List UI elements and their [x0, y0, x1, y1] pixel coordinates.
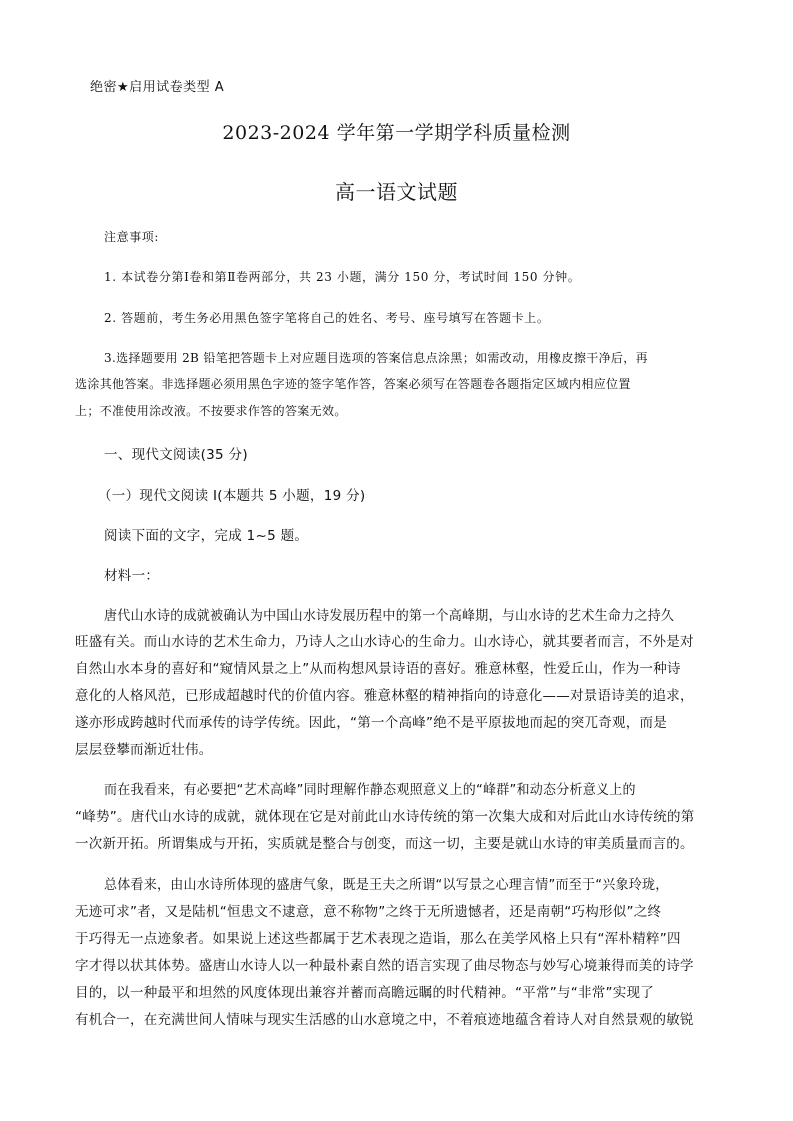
para1-line-5: 遂亦形成跨越时代而承传的诗学传统。因此，“第一个高峰”绝不是平原拔地而起的突兀奇观，而是 [75, 715, 667, 731]
para3-line-4: 字才得以状其体势。盛唐山水诗人以一种最朴素自然的语言实现了曲尽物态与妙写心境兼得而美的诗学 [75, 958, 694, 974]
notice-item-3-line-2: 选涂其他答案。非选择题必须用黑色字迹的签字笔作答，答案必须写在答题卷各题指定区域内相应位置 [75, 377, 631, 391]
para3-line-2: 无迹可求”者，又是陆机“恒患文不逮意，意不称物”之终于无所遗憾者，还是南朝“巧构形似”之终 [75, 904, 662, 920]
para3-line-3: 于巧得无一点迹象者。如果说上述这些都属于艺术表现之造诣，那么在美学风格上只有“浑朴精粹”四 [75, 931, 681, 947]
para2-line-1: 而在我看来，有必要把“艺术高峰”同时理解作静态观照意义上的“峰群”和动态分析意义上的 [104, 782, 636, 798]
para1-line-4: 意化的人格风范，已形成超越时代的价值内容。雅意林壑的精神指向的诗意化——对景语诗美的追求， [75, 688, 694, 704]
para3-line-1: 总体看来，由山水诗所体现的盛唐气象，既是王夫之所谓“以写景之心理言情”而至于“兴象玲珑， [104, 877, 669, 893]
exam-title: 2023-2024 学年第一学期学科质量检测 [222, 122, 571, 144]
secret-label: 绝密★启用试卷类型 A [90, 80, 225, 95]
notice-heading: 注意事项: [104, 230, 160, 244]
notice-item-3-line-3: 上；不准使用涂改液。不按要求作答的答案无效。 [75, 404, 347, 418]
reading-instruction: 阅读下面的文字，完成 1~5 题。 [104, 528, 309, 544]
section-heading-part1: 一、现代文阅读(35 分) [104, 447, 248, 463]
para1-line-2: 旺盛有关。而山水诗的艺术生命力，乃诗人之山水诗心的生命力。山水诗心，就其要者而言，不外是对 [75, 634, 694, 650]
material-label: 材料一： [104, 568, 160, 584]
para1-line-3: 自然山水本身的喜好和“窥情风景之上”从而构想风景诗语的喜好。雅意林壑，性爱丘山，作为一种诗 [75, 661, 681, 677]
para3-line-5: 目的，以一种最平和坦然的风度体现出兼容并蓄而高瞻远瞩的时代精神。“平常”与“非常”实现了 [75, 985, 654, 1001]
notice-item-3-line-1: 3.选择题要用 2B 铅笔把答题卡上对应题目选项的答案信息点涂黑；如需改动，用橡皮擦干净后，再 [104, 351, 648, 365]
para3-line-6: 有机合一，在充满世间人情味与现实生活感的山水意境之中，不着痕迹地蕴含着诗人对自然景观的敏锐 [75, 1012, 694, 1028]
notice-item-1: 1. 本试卷分第Ⅰ卷和第Ⅱ卷两部分，共 23 小题，满分 150 分，考试时间 150 分钟。 [104, 270, 581, 284]
para2-line-2: “峰势”。唐代山水诗的成就，就体现在它是对前此山水诗传统的第一次集大成和对后此山水诗传统的第 [75, 809, 695, 825]
notice-item-2: 2. 答题前，考生务必用黑色签字笔将自己的姓名、考号、座号填写在答题卡上。 [104, 311, 550, 325]
para1-line-1: 唐代山水诗的成就被确认为中国山水诗发展历程中的第一个高峰期，与山水诗的艺术生命力之持久 [104, 608, 675, 624]
section-subheading: （一）现代文阅读 I(本题共 5 小题，19 分) [98, 488, 366, 504]
exam-subtitle: 高一语文试题 [335, 180, 458, 204]
para2-line-3: 一次新开拓。所谓集成与开拓，实质就是整合与创变，而这一切，主要是就山水诗的审美质量而言的。 [75, 836, 694, 852]
para1-line-6: 层层登攀而渐近壮伟。 [75, 742, 213, 758]
